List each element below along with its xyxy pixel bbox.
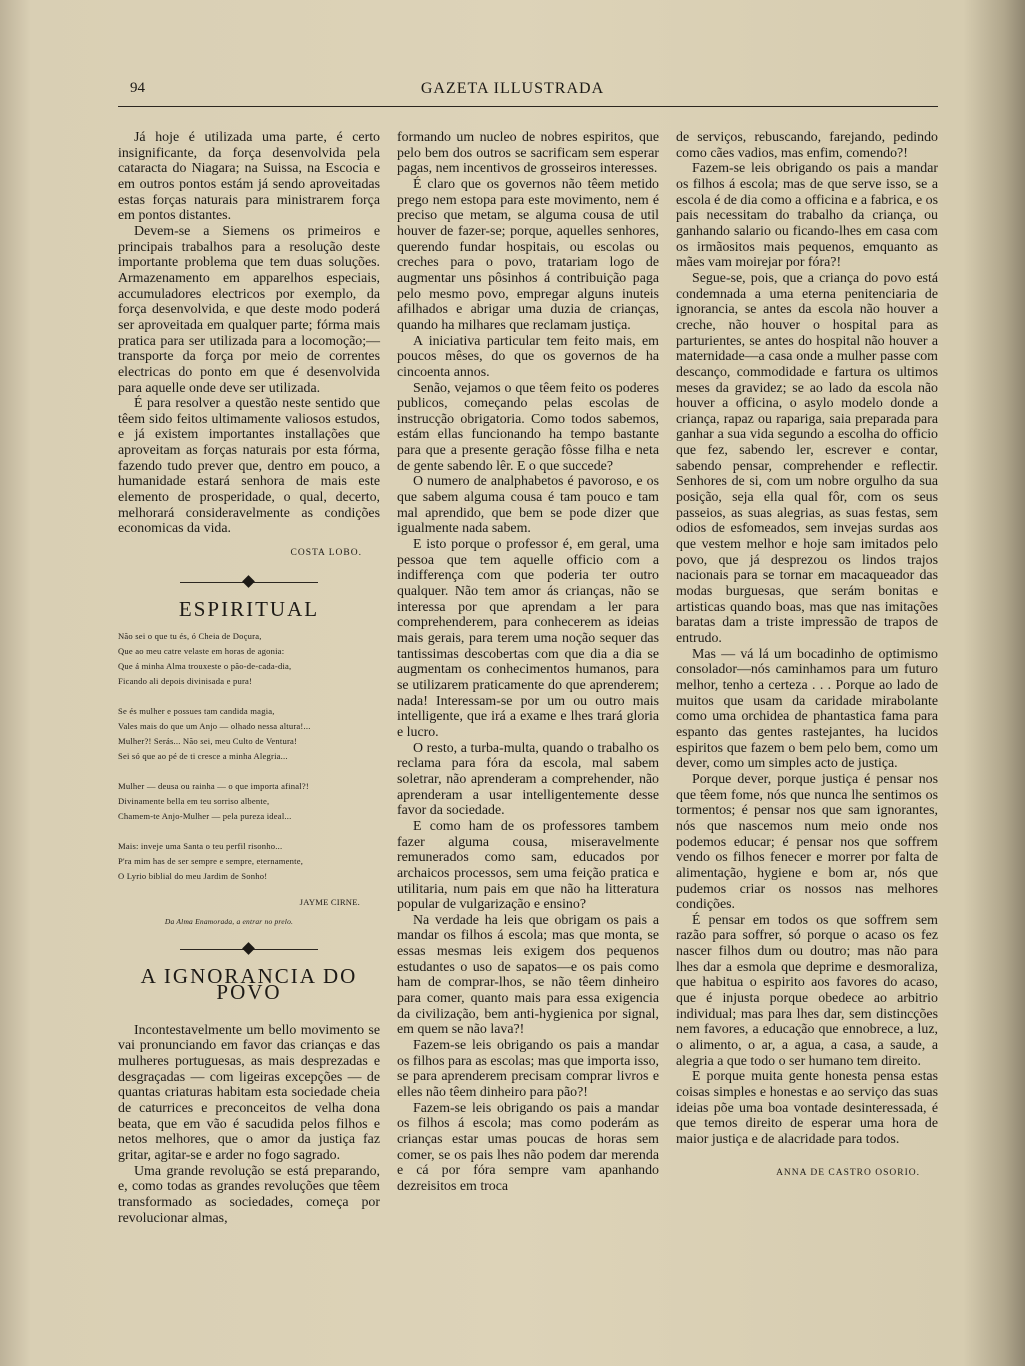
column-1 [118, 130, 380, 1226]
signature-jayme-cirne: JAYME CIRNE. [299, 897, 360, 908]
ornament-divider [118, 576, 380, 588]
poem-line: Vales mais do que um Anjo — olhado nessa altura!... [118, 721, 311, 732]
paragraph: Mas — vá lá um bocadinho de optimismo consolador—nós caminhamos para um futuro melhor, tenho a certeza . . . Porque ao lado de muitos que usam da caridade mirabolante como uma orchidea de phantastica fama para espanto das gentes rastejantes, ha lucidos espiritos que fazem o bem pelo bem, como um dever, como um simples acto de justiça. [676, 646, 938, 772]
poem-line: Chamem-te Anjo-Mulher — pela pureza ideal... [118, 811, 292, 822]
signature-costa-lobo: COSTA LOBO. [290, 548, 362, 559]
poem-line: Se és mulher e possues tam candida magia, [118, 706, 275, 717]
paragraph: O resto, a turba-multa, quando o trabalho os reclama para fóra da escola, mal sabem soletrar, não aprenderam a comprehender, não aprenderam a usar intelligentemente desse favor da sociedade. [397, 740, 659, 819]
paragraph: E como ham de os professores tambem fazer alguma cousa, miseravelmente remunerados como sam, educados por archaicos processos, sem uma feição pratica e utilitaria, num pais em que não ha litteratura popular de vulgarização e ensino? [397, 818, 659, 913]
paragraph: Fazem-se leis obrigando os pais a mandar os filhos á escola; mas como poderám as crianças estar umas poucas de horas sem comer, se os pais lhes não podem dar merenda e cá por fóra sempre vam apanhando dezreisitos em troca [397, 1100, 659, 1194]
poem-line: Mulher — deusa ou rainha — o que importa afinal?! [118, 781, 309, 792]
diamond-icon [242, 575, 255, 588]
poem-line: Que á minha Alma trouxeste o pão-de-cada-dia, [118, 661, 292, 672]
paragraph: Fazem-se leis obrigando os pais a mandar os filhos á escola; mas de que serve isso, se a escola é de dia como a officina e a fabrica, e os pais necessitam do trabalho da criança, ou ganhando salario ou ficando-lhes em casa com os irmãositos mais pequenos, emquanto as mães vam moirejar por fóra?! [676, 161, 938, 271]
stanza [118, 839, 380, 884]
signature-anna-de-castro-osorio: ANNA DE CASTRO OSORIO. [776, 1167, 920, 1178]
paragraph: Devem-se a Siemens os primeiros e principais trabalhos para a resolução deste importante problema que tem duas soluções. Armazenamento em apparelhos especiais, accumuladores electricos por exemplo, da força desenvolvida, e que deste modo poderá ser aproveitada em qualquer parte; fórma mais pratica para ser utilizada para a locomoção;—transporte da força por meio de correntes electricas do ponto em que é desenvolvida para aquelle onde deve ser utilizada. [118, 223, 380, 396]
article-title: A IGNORANCIA DO POVO [140, 964, 358, 1005]
poem-line: Divinamente bella em teu sorriso albente, [118, 796, 270, 807]
column-2 [397, 130, 659, 1195]
paragraph: Já hoje é utilizada uma parte, é certo insignificante, da força desenvolvida pela cataracta do Niagara; na Suissa, na Escocia e em outros pontos estám já sendo aproveitadas estas forças naturais para ministrarem força em pontos distantes. [118, 130, 380, 224]
poem-line: O Lyrio biblial do meu Jardim de Sonho! [118, 871, 268, 882]
paragraph: Na verdade ha leis que obrigam os pais a mandar os filhos á escola; mas que monta, se essas mesmas leis exigem dos pequenos estudantes o uso de sapatos—e os pais como ham de comprar-lhos, se não têem dinheiro para comer, quanto mais para essa exigencia da civilização, bem anti-hygienica por signal, em quem se não lava?! [397, 912, 659, 1038]
paragraph: formando um nucleo de nobres espiritos, que pelo bem dos outros se sacrificam sem esperar pagas, nem incentivos de grosseiros interesses. [397, 130, 659, 177]
paragraph: Uma grande revolução se está preparando, e, como todas as grandes revoluções que têem transformado as sociedades, começa por revolucionar almas, [118, 1163, 380, 1226]
poem-line: Que ao meu catre velaste em horas de agonia: [118, 646, 285, 657]
paragraph: Senão, vejamos o que têem feito os poderes publicos, começando pelas escolas de instrucção obrigatoria. Como todos sabemos, estám ellas funcionando ha tempo bastante para que a presente geração fôsse filha e neta de gente sabendo lêr. E o que succede? [397, 380, 659, 474]
paragraph: O numero de analphabetos é pavoroso, e os que sabem alguma cousa é tam pouco e tam mal aprendido, que bem se pode dizer que igualmente nada sabem. [397, 474, 659, 537]
page-number: 94 [130, 80, 145, 96]
stanza [118, 704, 380, 764]
paragraph: Fazem-se leis obrigando os pais a mandar os filhos para as escolas; mas que importa isso, se para aprenderem precisam comprar livros e elles não têem dinheiro para pão?! [397, 1038, 659, 1101]
paragraph: É claro que os governos não têem metido prego nem estopa para este movimento, nem é preciso que metam, se alguma cousa de util houver de fazer-se; porque, aquelles senhores, querendo fundar hospitais, ou escolas ou creches para o povo, tratariam logo de augmentar uns pôsinhos á contribuição paga pelo mesmo povo, empregar alguns inuteis afilhados e abrigar uma duzia de crianças, quando ha milhares que reclamam justiça. [397, 176, 659, 333]
poem-line: Sei só que ao pé de ti cresce a minha Alegria... [118, 751, 288, 762]
paragraph: Segue-se, pois, que a criança do povo está condemnada a uma eterna penitenciaria de ignorancia, se antes da escola não houver a creche, não houver o hospital para as parturientes, se antes do hospital não houver a maternidade—a casa onde a mulher passe com descanço, commodidade e fartura os ultimos meses da gravidez; se ao lado da escola não houver a officina, o asylo modelo donde a criança, rapaz ou rapariga, saia preparada para ganhar a sua vida segundo a escolha do officio que fez, sabendo ler, escrever e contar, sabendo pensar, comprehender e reflectir. Senhores de si, com um nobre orgulho da sua posição, seja ella qual fôr, com os seus passeios, as suas alegrias, as suas festas, sem odios de esfomeados, sem invejas surdas aos que vestem melhor e hoje sam imitados pelo povo, que já desprezou os lindos trajos nacionais para se tornar em macaqueador das modas burguesas, que serám bonitas e artisticas quando boas, mas que nas imitações baratas dam a triste impressão de trapos de entrudo. [676, 270, 938, 646]
poem-line: Mulher?! Serás... Não sei, meu Culto de Ventura! [118, 736, 298, 747]
poem-line: Não sei o que tu és, ó Cheia de Doçura, [118, 631, 262, 642]
paragraph: de serviços, rebuscando, farejando, pedindo como cães vadios, mas enfim, comendo?! [676, 130, 938, 161]
paragraph: Incontestavelmente um bello movimento se vai pronunciando em favor das crianças e das mulheres portuguesas, as mais desprezadas e desgraçadas — com ligeiras excepções — de quantas criaturas habitam esta sociedade cheia de caturrices e preconceitos de velha dona beata, que em vão é sacudida pelos filhos e netos melhores, que o amor da justiça faz gritar, agitar-se e arder no fogo sagrado. [118, 1022, 380, 1163]
poem-line: Ficando ali depois divinisada e pura! [118, 676, 253, 687]
diamond-icon [242, 943, 255, 956]
poem-title: ESPIRITUAL [178, 596, 320, 621]
header-rule [118, 106, 938, 107]
paragraph: É pensar em todos os que soffrem sem razão para soffrer, só porque o acaso os fez nascer filhos dum ou doutro; mas não para lhes dar a esmola que deprime e desmoraliza, que habitua o espirito aos favores do acaso, que é injusta porque obedece ao arbitrio individual; mas para lhes dar, sem distincções nem favores, a educação que ennobrece, a luz, o alimento, o ar, a agua, a casa, a saude, a alegria a que todo o ser humano tem direito. [676, 912, 938, 1069]
paragraph: Porque dever, porque justiça é pensar nos que têem fome, nós que nunca lhe sentimos os tormentos; é pensar nos que sam ignorantes, nós que nascemos num meio onde nos podemos educar; é pensar nos que soffrem vendo os filhos fenecer e morrer por falta de alimentação, hygiene e bom ar, nós que pudemos criar os nossos nas melhores condições. [676, 771, 938, 913]
page-header-title: GAZETA ILLUSTRADA [420, 80, 605, 97]
poem [118, 629, 380, 929]
poem-line: Mais: inveje uma Santa o teu perfil risonho... [118, 841, 283, 852]
paragraph: É para resolver a questão neste sentido que têem sido feitos ultimamente valiosos estudos, e já existem importantes installações que aproveitam as forças naturais por esta fórma, fazendo tudo prever que, dentro em pouco, a humanidade estará senhora de mais este elemento de prosperidade, o qual, decerto, melhorará consideravelmente as condições economicas da vida. [118, 396, 380, 537]
paragraph: A iniciativa particular tem feito mais, em poucos mêses, do que os governos de ha cincoenta annos. [397, 333, 659, 380]
stanza [118, 779, 380, 824]
poem-source: Da Alma Enamorada, a entrar no prelo. [164, 917, 294, 927]
stanza [118, 629, 380, 689]
column-3 [676, 130, 938, 1181]
paragraph: E porque muita gente honesta pensa estas coisas simples e honestas e ao serviço das suas ideias põe uma boa vontade desinteressada, é que temos direito de esperar uma hora de maior justiça e de alacridade para todos. [676, 1069, 938, 1147]
ornament-divider [118, 943, 380, 955]
paragraph: E isto porque o professor é, em geral, uma pessoa que tem aquelle officio com a indifferença com que poderia ter outro qualquer. Não tem amor ás crianças, não se interessa por que aprendam a ler para comprehenderem, para conhecerem as ideias mais gerais, para terem uma noção sequer das tantissimas descobertas com que dia a dia se augmentam os conhecimentos humanos, para se utilizarem praticamente do que aprenderem; nada! Interessam-se por um ou outro mais intelligente, que irá a exame e lhes trará gloria e lucro. [397, 537, 659, 740]
poem-line: P'ra mim has de ser sempre e sempre, eternamente, [118, 856, 304, 867]
